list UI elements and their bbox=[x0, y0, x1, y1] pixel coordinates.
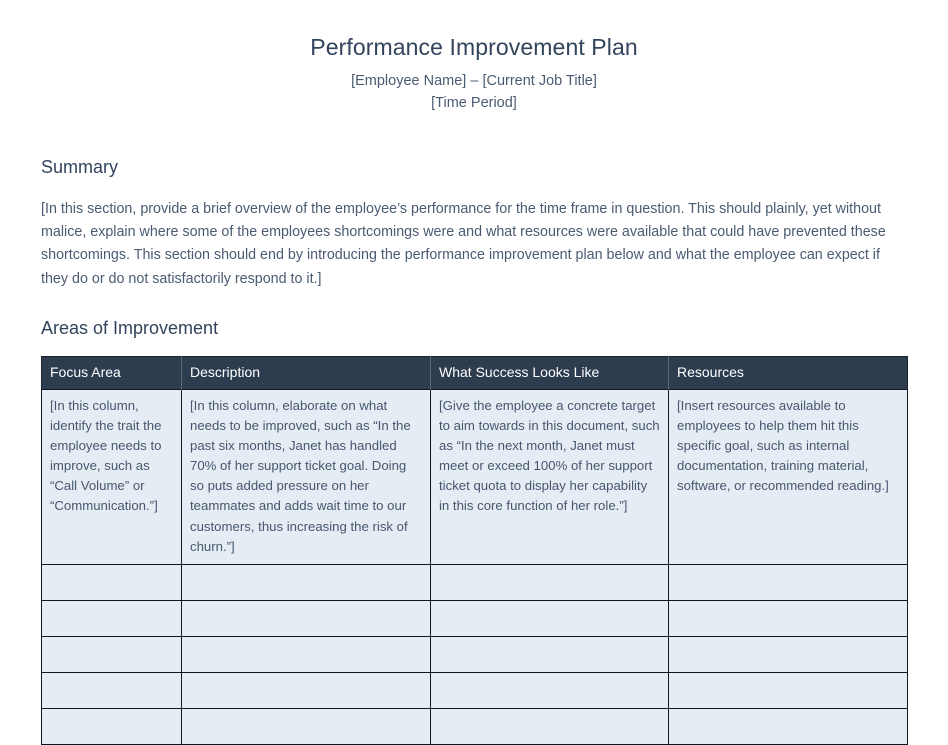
cell-description[interactable] bbox=[182, 600, 431, 636]
column-header-description: Description bbox=[182, 357, 431, 390]
cell-what-success-looks-like[interactable] bbox=[431, 600, 669, 636]
title-block bbox=[0, 0, 948, 115]
summary-body-text: [In this section, provide a brief overview of the employee’s performance for the time frame in question. This should plainly, yet without malice, explain where some of the employees shortcomings were and what resources were available that could have prevented these shortcomings. This section should end by introducing the performance improvement plan below and what the employee can expect if they do or do not satisfactorily respond to it.] bbox=[41, 201, 886, 287]
table-row bbox=[42, 390, 908, 565]
cell-focus-area[interactable] bbox=[42, 636, 182, 672]
cell-what-success-looks-like[interactable] bbox=[431, 564, 669, 600]
cell-resources[interactable]: [Insert resources available to employees to help them hit this specific goal, such as internal documentation, training material, software, or recommended reading.] bbox=[669, 390, 908, 565]
areas-of-improvement-heading: Areas of Improvement bbox=[41, 317, 219, 338]
cell-description[interactable] bbox=[182, 708, 431, 744]
cell-resources[interactable] bbox=[669, 564, 908, 600]
cell-description[interactable] bbox=[182, 672, 431, 708]
cell-focus-area[interactable] bbox=[42, 672, 182, 708]
document-content bbox=[0, 157, 948, 745]
cell-description[interactable]: [In this column, elaborate on what needs to be improved, such as “In the past six months, Janet has handled 70% of her support ticket goal. Doing so puts added pressure on her teammates and adds wait time to our customers, thus increasing the risk of churn.”] bbox=[182, 390, 431, 565]
table-row bbox=[42, 672, 908, 708]
cell-resources[interactable] bbox=[669, 636, 908, 672]
cell-description[interactable] bbox=[182, 564, 431, 600]
cell-resources[interactable] bbox=[669, 672, 908, 708]
areas-of-improvement-table bbox=[41, 356, 908, 744]
page-title: Performance Improvement Plan bbox=[310, 34, 638, 60]
table-row bbox=[42, 600, 908, 636]
cell-focus-area[interactable]: [In this column, identify the trait the employee needs to improve, such as “Call Volume” or “Communication.”] bbox=[42, 390, 182, 565]
summary-heading: Summary bbox=[41, 156, 119, 177]
cell-what-success-looks-like[interactable]: [Give the employee a concrete target to aim towards in this document, such as “In the next month, Janet must meet or exceed 100% of her support ticket quota to display her capability in this core function of her role.”] bbox=[431, 390, 669, 565]
document-subtitle-employee: [Employee Name] – [Current Job Title] bbox=[351, 72, 597, 89]
cell-resources[interactable] bbox=[669, 708, 908, 744]
document-subtitle-time-period: [Time Period] bbox=[431, 95, 517, 112]
cell-what-success-looks-like[interactable] bbox=[431, 636, 669, 672]
column-header-what-success-looks-like: What Success Looks Like bbox=[431, 357, 669, 390]
table-row bbox=[42, 564, 908, 600]
column-header-focus-area: Focus Area bbox=[42, 357, 182, 390]
cell-what-success-looks-like[interactable] bbox=[431, 672, 669, 708]
cell-description[interactable] bbox=[182, 636, 431, 672]
table-header bbox=[42, 357, 908, 390]
cell-what-success-looks-like[interactable] bbox=[431, 708, 669, 744]
cell-focus-area[interactable] bbox=[42, 708, 182, 744]
cell-focus-area[interactable] bbox=[42, 600, 182, 636]
table-row bbox=[42, 708, 908, 744]
column-header-resources: Resources bbox=[669, 357, 908, 390]
table-body bbox=[42, 390, 908, 745]
table-header-row bbox=[42, 357, 908, 390]
cell-resources[interactable] bbox=[669, 600, 908, 636]
cell-focus-area[interactable] bbox=[42, 564, 182, 600]
table-row bbox=[42, 636, 908, 672]
